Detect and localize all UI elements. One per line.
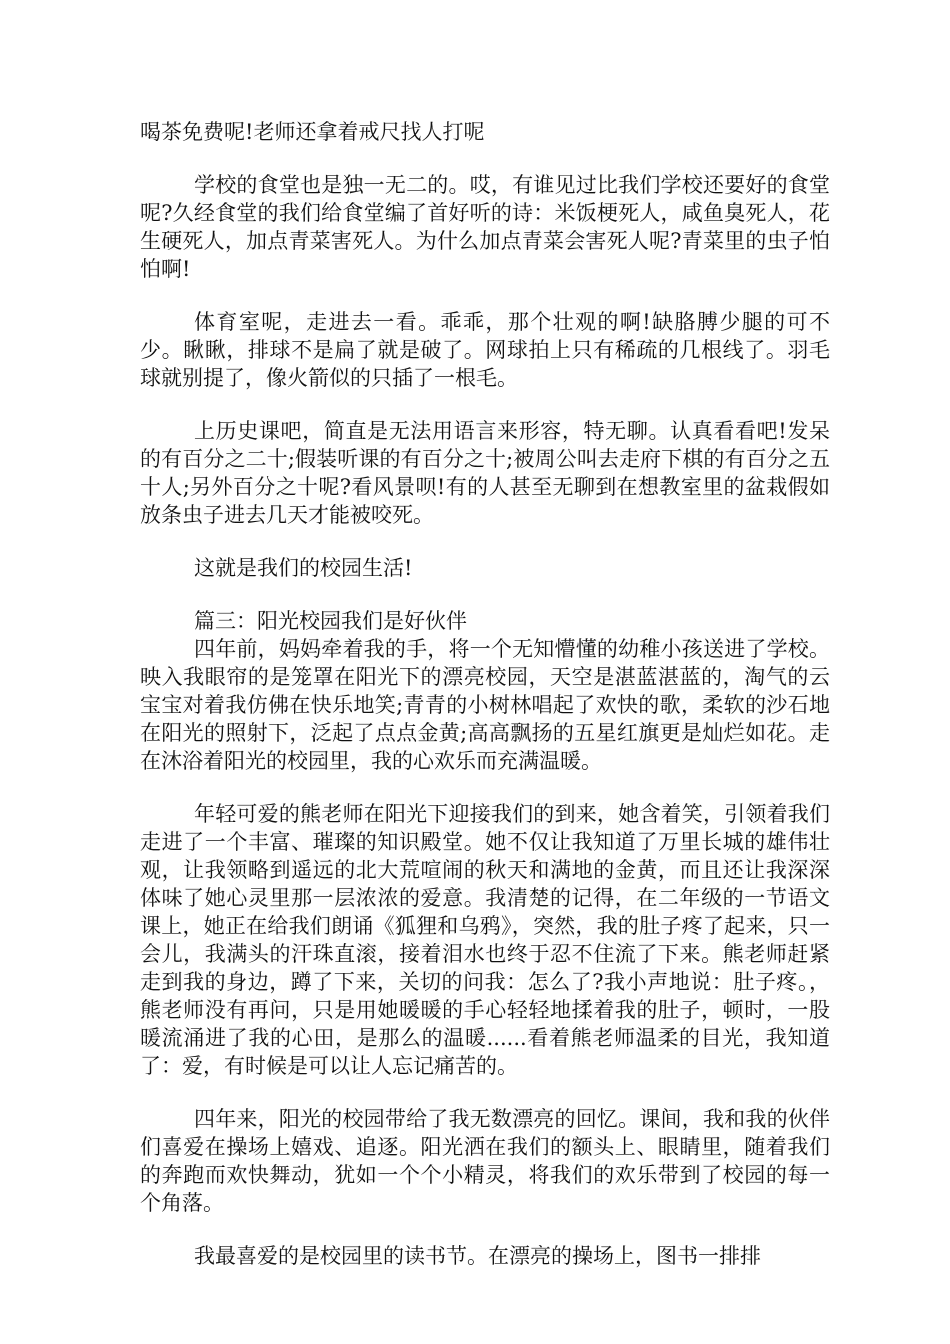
- paragraph-canteen: 学校的食堂也是独一无二的。哎，有谁见过比我们学校还要好的食堂呢?久经食堂的我们给食堂编了首好听的诗：米饭梗死人，咸鱼臭死人，花生硬死人，加点青菜害死人。为什么加点青菜会害死人呢?青菜里的虫子怕怕啊!: [140, 173, 830, 281]
- paragraph-reading-festival: 我最喜爱的是校园里的读书节。在漂亮的操场上，图书一排排: [194, 1244, 761, 1268]
- section-heading: 篇三：阳光校园我们是好伙伴: [194, 609, 467, 633]
- paragraph-memories: 四年来，阳光的校园带给了我无数漂亮的回忆。课间，我和我的伙伴们喜爱在操场上嬉戏、追逐。阳光洒在我们的额头上、眼睛里，随着我们的奔跑而欢快舞动，犹如一个个小精灵，将我们的欢乐带到了校园的每一个角落。: [140, 1107, 830, 1215]
- paragraph-history-class: 上历史课吧，简直是无法用语言来形容，特无聊。认真看看吧!发呆的有百分之二十;假装听课的有百分之十;被周公叫去走府下棋的有百分之五十人;另外百分之十呢?看风景呗!有的人甚至无聊到在想教室里的盆栽假如放条虫子进去几天才能被咬死。: [140, 419, 830, 527]
- paragraph-gap: [140, 392, 830, 417]
- paragraph-gap: [140, 582, 830, 607]
- paragraph-gap: [140, 775, 830, 800]
- paragraph-gym: 体育室呢，走进去一看。乖乖，那个壮观的啊!缺胳膊少腿的可不少。瞅瞅，排球不是扁了就是破了。网球拍上只有稀疏的几根线了。羽毛球就别提了，像火箭似的只插了一根毛。: [140, 310, 830, 390]
- paragraph-gap: [140, 1080, 830, 1105]
- paragraph-tea-line: 喝茶免费呢!老师还拿着戒尺找人打呢: [140, 120, 485, 144]
- paragraph-gap: [140, 146, 830, 171]
- paragraph-campus-life: 这就是我们的校园生活!: [194, 556, 413, 580]
- paragraph-gap: [140, 283, 830, 308]
- paragraph-four-years-ago: 四年前，妈妈牵着我的手，将一个无知懵懂的幼稚小孩送进了学校。映入我眼帘的是笼罩在阳光下的漂亮校园，天空是湛蓝湛蓝的，淘气的云宝宝对着我仿佛在快乐地笑;青青的小树林唱起了欢快的歌，柔软的沙石地在阳光的照射下，泛起了点点金黄;高高飘扬的五星红旗更是灿烂如花。走在沐浴着阳光的校园里，我的心欢乐而充满温暖。: [140, 637, 830, 773]
- paragraph-gap: [140, 1217, 830, 1242]
- paragraph-gap: [140, 529, 830, 554]
- paragraph-teacher-xiong: 年轻可爱的熊老师在阳光下迎接我们的到来，她含着笑，引领着我们走进了一个丰富、璀璨的知识殿堂。她不仅让我知道了万里长城的雄伟壮观，让我领略到遥远的北大荒喧闹的秋天和满地的金黄，而且还让我深深体味了她心灵里那一层浓浓的爱意。我清楚的记得，在二年级的一节语文课上，她正在给我们朗诵《狐狸和乌鸦》，突然，我的肚子疼了起来，只一会儿，我满头的汗珠直滚，接着泪水也终于忍不住流了下来。熊老师赶紧走到我的身边，蹲了下来，关切的问我：怎么了?我小声地说：肚子疼。，熊老师没有再问，只是用她暖暖的手心轻轻地揉着我的肚子，顿时，一股暖流涌进了我的心田，是那么的温暖......看着熊老师温柔的目光，我知道了：爱，有时候是可以让人忘记痛苦的。: [140, 802, 830, 1078]
- document-page: [140, 118, 830, 1270]
